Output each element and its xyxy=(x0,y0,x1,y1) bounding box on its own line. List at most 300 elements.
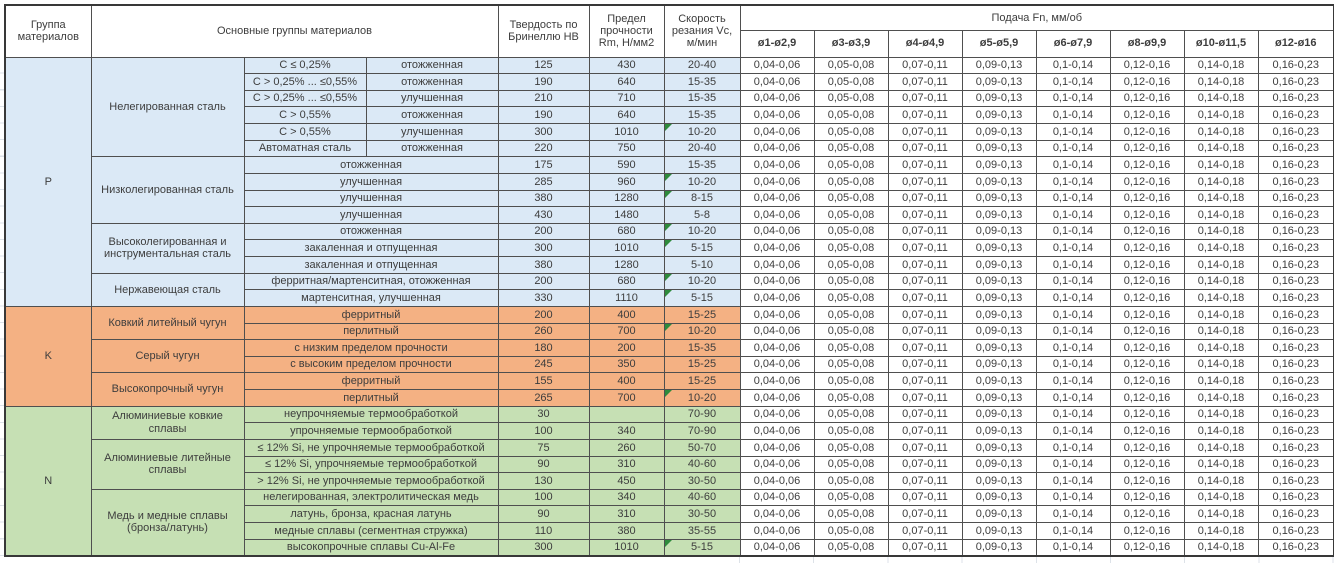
feed-cell[interactable]: 0,09-0,13 xyxy=(962,57,1036,74)
feed-cell[interactable]: 0,05-0,08 xyxy=(814,207,888,224)
condition-cell[interactable]: с высоким пределом прочности xyxy=(244,356,498,373)
feed-cell[interactable]: 0,09-0,13 xyxy=(962,273,1036,290)
feed-cell[interactable]: 0,07-0,11 xyxy=(888,290,962,307)
material-family-cell[interactable]: Высоколегированная и инструментальная сталь xyxy=(91,223,244,273)
material-family-cell[interactable]: Алюминиевые литейные сплавы xyxy=(91,439,244,489)
header-tensile-strength[interactable]: Предел прочности Rm, Н/мм2 xyxy=(589,5,664,57)
hardness-cell[interactable]: 200 xyxy=(498,273,589,290)
feed-cell[interactable]: 0,07-0,11 xyxy=(888,439,962,456)
feed-cell[interactable]: 0,04-0,06 xyxy=(740,356,814,373)
feed-cell[interactable]: 0,1-0,14 xyxy=(1036,323,1110,340)
feed-cell[interactable]: 0,04-0,06 xyxy=(740,140,814,157)
condition-cell[interactable]: закаленная и отпущенная xyxy=(244,240,498,257)
feed-cell[interactable]: 0,1-0,14 xyxy=(1036,90,1110,107)
feed-cell[interactable]: 0,1-0,14 xyxy=(1036,140,1110,157)
hardness-cell[interactable]: 200 xyxy=(498,223,589,240)
feed-cell[interactable]: 0,09-0,13 xyxy=(962,173,1036,190)
feed-cell[interactable]: 0,07-0,11 xyxy=(888,207,962,224)
hardness-cell[interactable]: 90 xyxy=(498,456,589,473)
hardness-cell[interactable]: 30 xyxy=(498,406,589,423)
feed-cell[interactable]: 0,12-0,16 xyxy=(1110,406,1184,423)
hardness-cell[interactable]: 130 xyxy=(498,473,589,490)
strength-cell[interactable]: 960 xyxy=(589,173,664,190)
feed-cell[interactable]: 0,04-0,06 xyxy=(740,340,814,357)
feed-cell[interactable]: 0,1-0,14 xyxy=(1036,539,1110,556)
feed-cell[interactable]: 0,05-0,08 xyxy=(814,173,888,190)
speed-cell[interactable]: 15-25 xyxy=(664,373,740,390)
speed-cell[interactable]: 15-35 xyxy=(664,340,740,357)
speed-cell[interactable]: 40-60 xyxy=(664,489,740,506)
feed-cell[interactable]: 0,12-0,16 xyxy=(1110,240,1184,257)
feed-cell[interactable]: 0,05-0,08 xyxy=(814,356,888,373)
condition-cell[interactable]: мартенситная, улучшенная xyxy=(244,290,498,307)
condition-cell[interactable]: ферритный xyxy=(244,373,498,390)
condition-cell[interactable]: закаленная и отпущенная xyxy=(244,257,498,274)
feed-cell[interactable]: 0,14-0,18 xyxy=(1184,223,1258,240)
feed-cell[interactable]: 0,09-0,13 xyxy=(962,257,1036,274)
material-family-cell[interactable]: Ковкий литейный чугун xyxy=(91,306,244,339)
feed-cell[interactable]: 0,1-0,14 xyxy=(1036,74,1110,91)
feed-cell[interactable]: 0,14-0,18 xyxy=(1184,57,1258,74)
hardness-cell[interactable]: 380 xyxy=(498,257,589,274)
feed-cell[interactable]: 0,04-0,06 xyxy=(740,523,814,540)
feed-cell[interactable]: 0,07-0,11 xyxy=(888,157,962,174)
feed-cell[interactable]: 0,04-0,06 xyxy=(740,107,814,124)
speed-cell[interactable]: 8-15 xyxy=(664,190,740,207)
feed-cell[interactable]: 0,07-0,11 xyxy=(888,523,962,540)
feed-cell[interactable]: 0,09-0,13 xyxy=(962,423,1036,440)
condition-cell[interactable]: ферритная/мартенситная, отожженная xyxy=(244,273,498,290)
feed-cell[interactable]: 0,1-0,14 xyxy=(1036,356,1110,373)
hardness-cell[interactable]: 300 xyxy=(498,240,589,257)
condition-cell[interactable]: с низким пределом прочности xyxy=(244,340,498,357)
speed-cell[interactable]: 35-55 xyxy=(664,523,740,540)
feed-cell[interactable]: 0,05-0,08 xyxy=(814,439,888,456)
feed-cell[interactable]: 0,16-0,23 xyxy=(1258,473,1334,490)
feed-cell[interactable]: 0,1-0,14 xyxy=(1036,489,1110,506)
feed-cell[interactable]: 0,16-0,23 xyxy=(1258,456,1334,473)
feed-cell[interactable]: 0,16-0,23 xyxy=(1258,323,1334,340)
feed-cell[interactable]: 0,07-0,11 xyxy=(888,223,962,240)
feed-cell[interactable]: 0,07-0,11 xyxy=(888,306,962,323)
feed-cell[interactable]: 0,12-0,16 xyxy=(1110,190,1184,207)
strength-cell[interactable]: 1010 xyxy=(589,240,664,257)
group-code-cell-P[interactable]: P xyxy=(5,57,91,306)
feed-cell[interactable]: 0,07-0,11 xyxy=(888,124,962,141)
feed-cell[interactable]: 0,12-0,16 xyxy=(1110,57,1184,74)
condition-cell[interactable]: C > 0,55% xyxy=(244,124,366,141)
feed-cell[interactable]: 0,16-0,23 xyxy=(1258,273,1334,290)
feed-cell[interactable]: 0,14-0,18 xyxy=(1184,473,1258,490)
strength-cell[interactable]: 310 xyxy=(589,456,664,473)
feed-cell[interactable]: 0,16-0,23 xyxy=(1258,423,1334,440)
feed-cell[interactable]: 0,05-0,08 xyxy=(814,107,888,124)
state-cell[interactable]: отожженная xyxy=(366,107,498,124)
speed-cell[interactable]: 10-20 xyxy=(664,390,740,407)
condition-cell[interactable]: улучшенная xyxy=(244,173,498,190)
strength-cell[interactable]: 400 xyxy=(589,373,664,390)
hardness-cell[interactable]: 380 xyxy=(498,190,589,207)
header-feed-d8-9p9[interactable]: ø8-ø9,9 xyxy=(1110,30,1184,57)
feed-cell[interactable]: 0,09-0,13 xyxy=(962,356,1036,373)
speed-cell[interactable]: 15-25 xyxy=(664,356,740,373)
feed-cell[interactable]: 0,09-0,13 xyxy=(962,340,1036,357)
feed-cell[interactable]: 0,04-0,06 xyxy=(740,473,814,490)
header-cutting-speed[interactable]: Скорость резания Vc, м/мин xyxy=(664,5,740,57)
speed-cell[interactable]: 10-20 xyxy=(664,223,740,240)
material-family-cell[interactable]: Нелегированная сталь xyxy=(91,57,244,157)
condition-cell[interactable]: неупрочняемые термообработкой xyxy=(244,406,498,423)
feed-cell[interactable]: 0,04-0,06 xyxy=(740,423,814,440)
feed-cell[interactable]: 0,14-0,18 xyxy=(1184,323,1258,340)
feed-cell[interactable]: 0,04-0,06 xyxy=(740,157,814,174)
condition-cell[interactable]: ферритный xyxy=(244,306,498,323)
feed-cell[interactable]: 0,09-0,13 xyxy=(962,290,1036,307)
feed-cell[interactable]: 0,12-0,16 xyxy=(1110,456,1184,473)
feed-cell[interactable]: 0,14-0,18 xyxy=(1184,157,1258,174)
feed-cell[interactable]: 0,09-0,13 xyxy=(962,406,1036,423)
feed-cell[interactable]: 0,05-0,08 xyxy=(814,90,888,107)
feed-cell[interactable]: 0,07-0,11 xyxy=(888,456,962,473)
strength-cell[interactable]: 430 xyxy=(589,57,664,74)
hardness-cell[interactable]: 110 xyxy=(498,523,589,540)
feed-cell[interactable]: 0,16-0,23 xyxy=(1258,306,1334,323)
state-cell[interactable]: отожженная xyxy=(366,74,498,91)
strength-cell[interactable]: 340 xyxy=(589,423,664,440)
hardness-cell[interactable]: 180 xyxy=(498,340,589,357)
state-cell[interactable]: улучшенная xyxy=(366,90,498,107)
feed-cell[interactable]: 0,12-0,16 xyxy=(1110,340,1184,357)
strength-cell[interactable]: 380 xyxy=(589,523,664,540)
strength-cell[interactable] xyxy=(589,406,664,423)
feed-cell[interactable]: 0,16-0,23 xyxy=(1258,240,1334,257)
header-feed-d6-7p9[interactable]: ø6-ø7,9 xyxy=(1036,30,1110,57)
feed-cell[interactable]: 0,04-0,06 xyxy=(740,290,814,307)
speed-cell[interactable]: 70-90 xyxy=(664,423,740,440)
feed-cell[interactable]: 0,14-0,18 xyxy=(1184,90,1258,107)
feed-cell[interactable]: 0,16-0,23 xyxy=(1258,406,1334,423)
feed-cell[interactable]: 0,14-0,18 xyxy=(1184,340,1258,357)
feed-cell[interactable]: 0,14-0,18 xyxy=(1184,107,1258,124)
feed-cell[interactable]: 0,1-0,14 xyxy=(1036,390,1110,407)
speed-cell[interactable]: 15-35 xyxy=(664,90,740,107)
feed-cell[interactable]: 0,12-0,16 xyxy=(1110,107,1184,124)
feed-cell[interactable]: 0,1-0,14 xyxy=(1036,107,1110,124)
speed-cell[interactable]: 5-15 xyxy=(664,539,740,556)
feed-cell[interactable]: 0,12-0,16 xyxy=(1110,173,1184,190)
feed-cell[interactable]: 0,07-0,11 xyxy=(888,57,962,74)
feed-cell[interactable]: 0,12-0,16 xyxy=(1110,506,1184,523)
feed-cell[interactable]: 0,04-0,06 xyxy=(740,506,814,523)
feed-cell[interactable]: 0,14-0,18 xyxy=(1184,423,1258,440)
feed-cell[interactable]: 0,05-0,08 xyxy=(814,190,888,207)
feed-cell[interactable]: 0,12-0,16 xyxy=(1110,489,1184,506)
condition-cell[interactable]: отожженная xyxy=(244,223,498,240)
feed-cell[interactable]: 0,1-0,14 xyxy=(1036,456,1110,473)
condition-cell[interactable]: улучшенная xyxy=(244,207,498,224)
feed-cell[interactable]: 0,07-0,11 xyxy=(888,473,962,490)
speed-cell[interactable]: 10-20 xyxy=(664,273,740,290)
feed-cell[interactable]: 0,05-0,08 xyxy=(814,489,888,506)
condition-cell[interactable]: ≤ 12% Si, упрочняемые термообработкой xyxy=(244,456,498,473)
speed-cell[interactable]: 15-35 xyxy=(664,107,740,124)
header-material-group[interactable]: Группа материалов xyxy=(5,5,91,57)
feed-cell[interactable]: 0,05-0,08 xyxy=(814,539,888,556)
strength-cell[interactable]: 1280 xyxy=(589,257,664,274)
feed-cell[interactable]: 0,14-0,18 xyxy=(1184,489,1258,506)
header-feed-d1-2p9[interactable]: ø1-ø2,9 xyxy=(740,30,814,57)
feed-cell[interactable]: 0,14-0,18 xyxy=(1184,356,1258,373)
condition-cell[interactable]: C > 0,25% ... ≤0,55% xyxy=(244,90,366,107)
feed-cell[interactable]: 0,04-0,06 xyxy=(740,257,814,274)
feed-cell[interactable]: 0,09-0,13 xyxy=(962,539,1036,556)
speed-cell[interactable]: 5-15 xyxy=(664,290,740,307)
feed-cell[interactable]: 0,1-0,14 xyxy=(1036,57,1110,74)
hardness-cell[interactable]: 75 xyxy=(498,439,589,456)
condition-cell[interactable]: упрочняемые термообработкой xyxy=(244,423,498,440)
feed-cell[interactable]: 0,04-0,06 xyxy=(740,190,814,207)
feed-cell[interactable]: 0,04-0,06 xyxy=(740,306,814,323)
feed-cell[interactable]: 0,1-0,14 xyxy=(1036,257,1110,274)
condition-cell[interactable]: > 12% Si, не упрочняемые термообработкой xyxy=(244,473,498,490)
hardness-cell[interactable]: 210 xyxy=(498,90,589,107)
strength-cell[interactable]: 710 xyxy=(589,90,664,107)
strength-cell[interactable]: 1110 xyxy=(589,290,664,307)
feed-cell[interactable]: 0,1-0,14 xyxy=(1036,290,1110,307)
hardness-cell[interactable]: 125 xyxy=(498,57,589,74)
hardness-cell[interactable]: 260 xyxy=(498,323,589,340)
header-feed-d12-16[interactable]: ø12-ø16 xyxy=(1258,30,1334,57)
material-family-cell[interactable]: Высокопрочный чугун xyxy=(91,373,244,406)
hardness-cell[interactable]: 330 xyxy=(498,290,589,307)
condition-cell[interactable]: C > 0,25% ... ≤0,55% xyxy=(244,74,366,91)
feed-cell[interactable]: 0,12-0,16 xyxy=(1110,273,1184,290)
hardness-cell[interactable]: 190 xyxy=(498,107,589,124)
feed-cell[interactable]: 0,12-0,16 xyxy=(1110,223,1184,240)
feed-cell[interactable]: 0,12-0,16 xyxy=(1110,423,1184,440)
strength-cell[interactable]: 590 xyxy=(589,157,664,174)
feed-cell[interactable]: 0,16-0,23 xyxy=(1258,439,1334,456)
hardness-cell[interactable]: 300 xyxy=(498,539,589,556)
feed-cell[interactable]: 0,12-0,16 xyxy=(1110,523,1184,540)
condition-cell[interactable]: отожженная xyxy=(244,157,498,174)
feed-cell[interactable]: 0,05-0,08 xyxy=(814,456,888,473)
feed-cell[interactable]: 0,1-0,14 xyxy=(1036,207,1110,224)
feed-cell[interactable]: 0,1-0,14 xyxy=(1036,340,1110,357)
strength-cell[interactable]: 750 xyxy=(589,140,664,157)
header-feed-d5-5p9[interactable]: ø5-ø5,9 xyxy=(962,30,1036,57)
feed-cell[interactable]: 0,09-0,13 xyxy=(962,373,1036,390)
strength-cell[interactable]: 200 xyxy=(589,340,664,357)
feed-cell[interactable]: 0,07-0,11 xyxy=(888,74,962,91)
speed-cell[interactable]: 15-25 xyxy=(664,306,740,323)
feed-cell[interactable]: 0,1-0,14 xyxy=(1036,523,1110,540)
feed-cell[interactable]: 0,1-0,14 xyxy=(1036,124,1110,141)
speed-cell[interactable]: 10-20 xyxy=(664,124,740,141)
feed-cell[interactable]: 0,1-0,14 xyxy=(1036,406,1110,423)
feed-cell[interactable]: 0,12-0,16 xyxy=(1110,539,1184,556)
feed-cell[interactable]: 0,12-0,16 xyxy=(1110,373,1184,390)
condition-cell[interactable]: ≤ 12% Si, не упрочняемые термообработкой xyxy=(244,439,498,456)
feed-cell[interactable]: 0,14-0,18 xyxy=(1184,124,1258,141)
feed-cell[interactable]: 0,14-0,18 xyxy=(1184,390,1258,407)
hardness-cell[interactable]: 100 xyxy=(498,423,589,440)
speed-cell[interactable]: 20-40 xyxy=(664,57,740,74)
feed-cell[interactable]: 0,12-0,16 xyxy=(1110,124,1184,141)
feed-cell[interactable]: 0,12-0,16 xyxy=(1110,90,1184,107)
speed-cell[interactable]: 15-35 xyxy=(664,157,740,174)
feed-cell[interactable]: 0,12-0,16 xyxy=(1110,390,1184,407)
feed-cell[interactable]: 0,16-0,23 xyxy=(1258,523,1334,540)
strength-cell[interactable]: 700 xyxy=(589,323,664,340)
feed-cell[interactable]: 0,14-0,18 xyxy=(1184,373,1258,390)
feed-cell[interactable]: 0,12-0,16 xyxy=(1110,356,1184,373)
feed-cell[interactable]: 0,14-0,18 xyxy=(1184,290,1258,307)
feed-cell[interactable]: 0,09-0,13 xyxy=(962,207,1036,224)
feed-cell[interactable]: 0,04-0,06 xyxy=(740,390,814,407)
feed-cell[interactable]: 0,09-0,13 xyxy=(962,306,1036,323)
feed-cell[interactable]: 0,16-0,23 xyxy=(1258,173,1334,190)
feed-cell[interactable]: 0,14-0,18 xyxy=(1184,140,1258,157)
strength-cell[interactable]: 260 xyxy=(589,439,664,456)
feed-cell[interactable]: 0,1-0,14 xyxy=(1036,157,1110,174)
feed-cell[interactable]: 0,16-0,23 xyxy=(1258,257,1334,274)
group-code-cell-K[interactable]: K xyxy=(5,306,91,406)
feed-cell[interactable]: 0,04-0,06 xyxy=(740,489,814,506)
feed-cell[interactable]: 0,16-0,23 xyxy=(1258,140,1334,157)
feed-cell[interactable]: 0,04-0,06 xyxy=(740,456,814,473)
feed-cell[interactable]: 0,05-0,08 xyxy=(814,140,888,157)
strength-cell[interactable]: 450 xyxy=(589,473,664,490)
hardness-cell[interactable]: 245 xyxy=(498,356,589,373)
feed-cell[interactable]: 0,16-0,23 xyxy=(1258,340,1334,357)
feed-cell[interactable]: 0,04-0,06 xyxy=(740,207,814,224)
feed-cell[interactable]: 0,07-0,11 xyxy=(888,340,962,357)
feed-cell[interactable]: 0,1-0,14 xyxy=(1036,173,1110,190)
feed-cell[interactable]: 0,04-0,06 xyxy=(740,273,814,290)
strength-cell[interactable]: 310 xyxy=(589,506,664,523)
condition-cell[interactable]: высокопрочные сплавы Cu-Al-Fe xyxy=(244,539,498,556)
strength-cell[interactable]: 680 xyxy=(589,273,664,290)
speed-cell[interactable]: 30-50 xyxy=(664,506,740,523)
feed-cell[interactable]: 0,1-0,14 xyxy=(1036,373,1110,390)
feed-cell[interactable]: 0,04-0,06 xyxy=(740,90,814,107)
feed-cell[interactable]: 0,07-0,11 xyxy=(888,190,962,207)
feed-cell[interactable]: 0,1-0,14 xyxy=(1036,273,1110,290)
feed-cell[interactable]: 0,09-0,13 xyxy=(962,223,1036,240)
feed-cell[interactable]: 0,07-0,11 xyxy=(888,489,962,506)
feed-cell[interactable]: 0,14-0,18 xyxy=(1184,273,1258,290)
feed-cell[interactable]: 0,07-0,11 xyxy=(888,423,962,440)
feed-cell[interactable]: 0,12-0,16 xyxy=(1110,157,1184,174)
feed-cell[interactable]: 0,09-0,13 xyxy=(962,157,1036,174)
feed-cell[interactable]: 0,09-0,13 xyxy=(962,140,1036,157)
feed-cell[interactable]: 0,09-0,13 xyxy=(962,506,1036,523)
feed-cell[interactable]: 0,1-0,14 xyxy=(1036,240,1110,257)
feed-cell[interactable]: 0,05-0,08 xyxy=(814,506,888,523)
feed-cell[interactable]: 0,05-0,08 xyxy=(814,406,888,423)
feed-cell[interactable]: 0,04-0,06 xyxy=(740,57,814,74)
speed-cell[interactable]: 20-40 xyxy=(664,140,740,157)
material-family-cell[interactable]: Серый чугун xyxy=(91,340,244,373)
hardness-cell[interactable]: 285 xyxy=(498,173,589,190)
feed-cell[interactable]: 0,16-0,23 xyxy=(1258,107,1334,124)
feed-cell[interactable]: 0,14-0,18 xyxy=(1184,506,1258,523)
condition-cell[interactable]: медные сплавы (сегментная стружка) xyxy=(244,523,498,540)
feed-cell[interactable]: 0,14-0,18 xyxy=(1184,207,1258,224)
strength-cell[interactable]: 1010 xyxy=(589,124,664,141)
strength-cell[interactable]: 340 xyxy=(589,489,664,506)
hardness-cell[interactable]: 300 xyxy=(498,124,589,141)
speed-cell[interactable]: 30-50 xyxy=(664,473,740,490)
feed-cell[interactable]: 0,04-0,06 xyxy=(740,373,814,390)
feed-cell[interactable]: 0,1-0,14 xyxy=(1036,306,1110,323)
feed-cell[interactable]: 0,05-0,08 xyxy=(814,240,888,257)
strength-cell[interactable]: 1280 xyxy=(589,190,664,207)
feed-cell[interactable]: 0,14-0,18 xyxy=(1184,257,1258,274)
state-cell[interactable]: улучшенная xyxy=(366,124,498,141)
feed-cell[interactable]: 0,14-0,18 xyxy=(1184,173,1258,190)
feed-cell[interactable]: 0,04-0,06 xyxy=(740,439,814,456)
feed-cell[interactable]: 0,09-0,13 xyxy=(962,473,1036,490)
feed-cell[interactable]: 0,07-0,11 xyxy=(888,140,962,157)
header-feed-d3-3p9[interactable]: ø3-ø3,9 xyxy=(814,30,888,57)
feed-cell[interactable]: 0,14-0,18 xyxy=(1184,306,1258,323)
feed-cell[interactable]: 0,16-0,23 xyxy=(1258,539,1334,556)
feed-cell[interactable]: 0,16-0,23 xyxy=(1258,290,1334,307)
feed-cell[interactable]: 0,05-0,08 xyxy=(814,306,888,323)
feed-cell[interactable]: 0,05-0,08 xyxy=(814,523,888,540)
state-cell[interactable]: отожженная xyxy=(366,140,498,157)
material-family-cell[interactable]: Медь и медные сплавы (бронза/латунь) xyxy=(91,489,244,556)
feed-cell[interactable]: 0,16-0,23 xyxy=(1258,223,1334,240)
feed-cell[interactable]: 0,09-0,13 xyxy=(962,74,1036,91)
feed-cell[interactable]: 0,16-0,23 xyxy=(1258,489,1334,506)
feed-cell[interactable]: 0,05-0,08 xyxy=(814,74,888,91)
group-code-cell-N[interactable]: N xyxy=(5,406,91,556)
feed-cell[interactable]: 0,09-0,13 xyxy=(962,90,1036,107)
feed-cell[interactable]: 0,09-0,13 xyxy=(962,390,1036,407)
feed-cell[interactable]: 0,1-0,14 xyxy=(1036,190,1110,207)
feed-cell[interactable]: 0,12-0,16 xyxy=(1110,473,1184,490)
feed-cell[interactable]: 0,04-0,06 xyxy=(740,173,814,190)
feed-cell[interactable]: 0,14-0,18 xyxy=(1184,74,1258,91)
feed-cell[interactable]: 0,05-0,08 xyxy=(814,323,888,340)
hardness-cell[interactable]: 90 xyxy=(498,506,589,523)
header-brinell-hardness[interactable]: Твердость по Бринеллю HB xyxy=(498,5,589,57)
feed-cell[interactable]: 0,09-0,13 xyxy=(962,456,1036,473)
material-family-cell[interactable]: Алюминиевые ковкие сплавы xyxy=(91,406,244,439)
strength-cell[interactable]: 700 xyxy=(589,390,664,407)
feed-cell[interactable]: 0,16-0,23 xyxy=(1258,356,1334,373)
feed-cell[interactable]: 0,07-0,11 xyxy=(888,406,962,423)
feed-cell[interactable]: 0,09-0,13 xyxy=(962,124,1036,141)
feed-cell[interactable]: 0,05-0,08 xyxy=(814,340,888,357)
hardness-cell[interactable]: 100 xyxy=(498,489,589,506)
feed-cell[interactable]: 0,14-0,18 xyxy=(1184,456,1258,473)
feed-cell[interactable]: 0,05-0,08 xyxy=(814,473,888,490)
feed-cell[interactable]: 0,09-0,13 xyxy=(962,190,1036,207)
feed-cell[interactable]: 0,07-0,11 xyxy=(888,356,962,373)
feed-cell[interactable]: 0,09-0,13 xyxy=(962,323,1036,340)
speed-cell[interactable]: 70-90 xyxy=(664,406,740,423)
material-family-cell[interactable]: Нержавеющая сталь xyxy=(91,273,244,306)
header-feed-d10-11p5[interactable]: ø10-ø11,5 xyxy=(1184,30,1258,57)
condition-cell[interactable]: C ≤ 0,25% xyxy=(244,57,366,74)
hardness-cell[interactable]: 155 xyxy=(498,373,589,390)
feed-cell[interactable]: 0,05-0,08 xyxy=(814,390,888,407)
feed-cell[interactable]: 0,1-0,14 xyxy=(1036,223,1110,240)
